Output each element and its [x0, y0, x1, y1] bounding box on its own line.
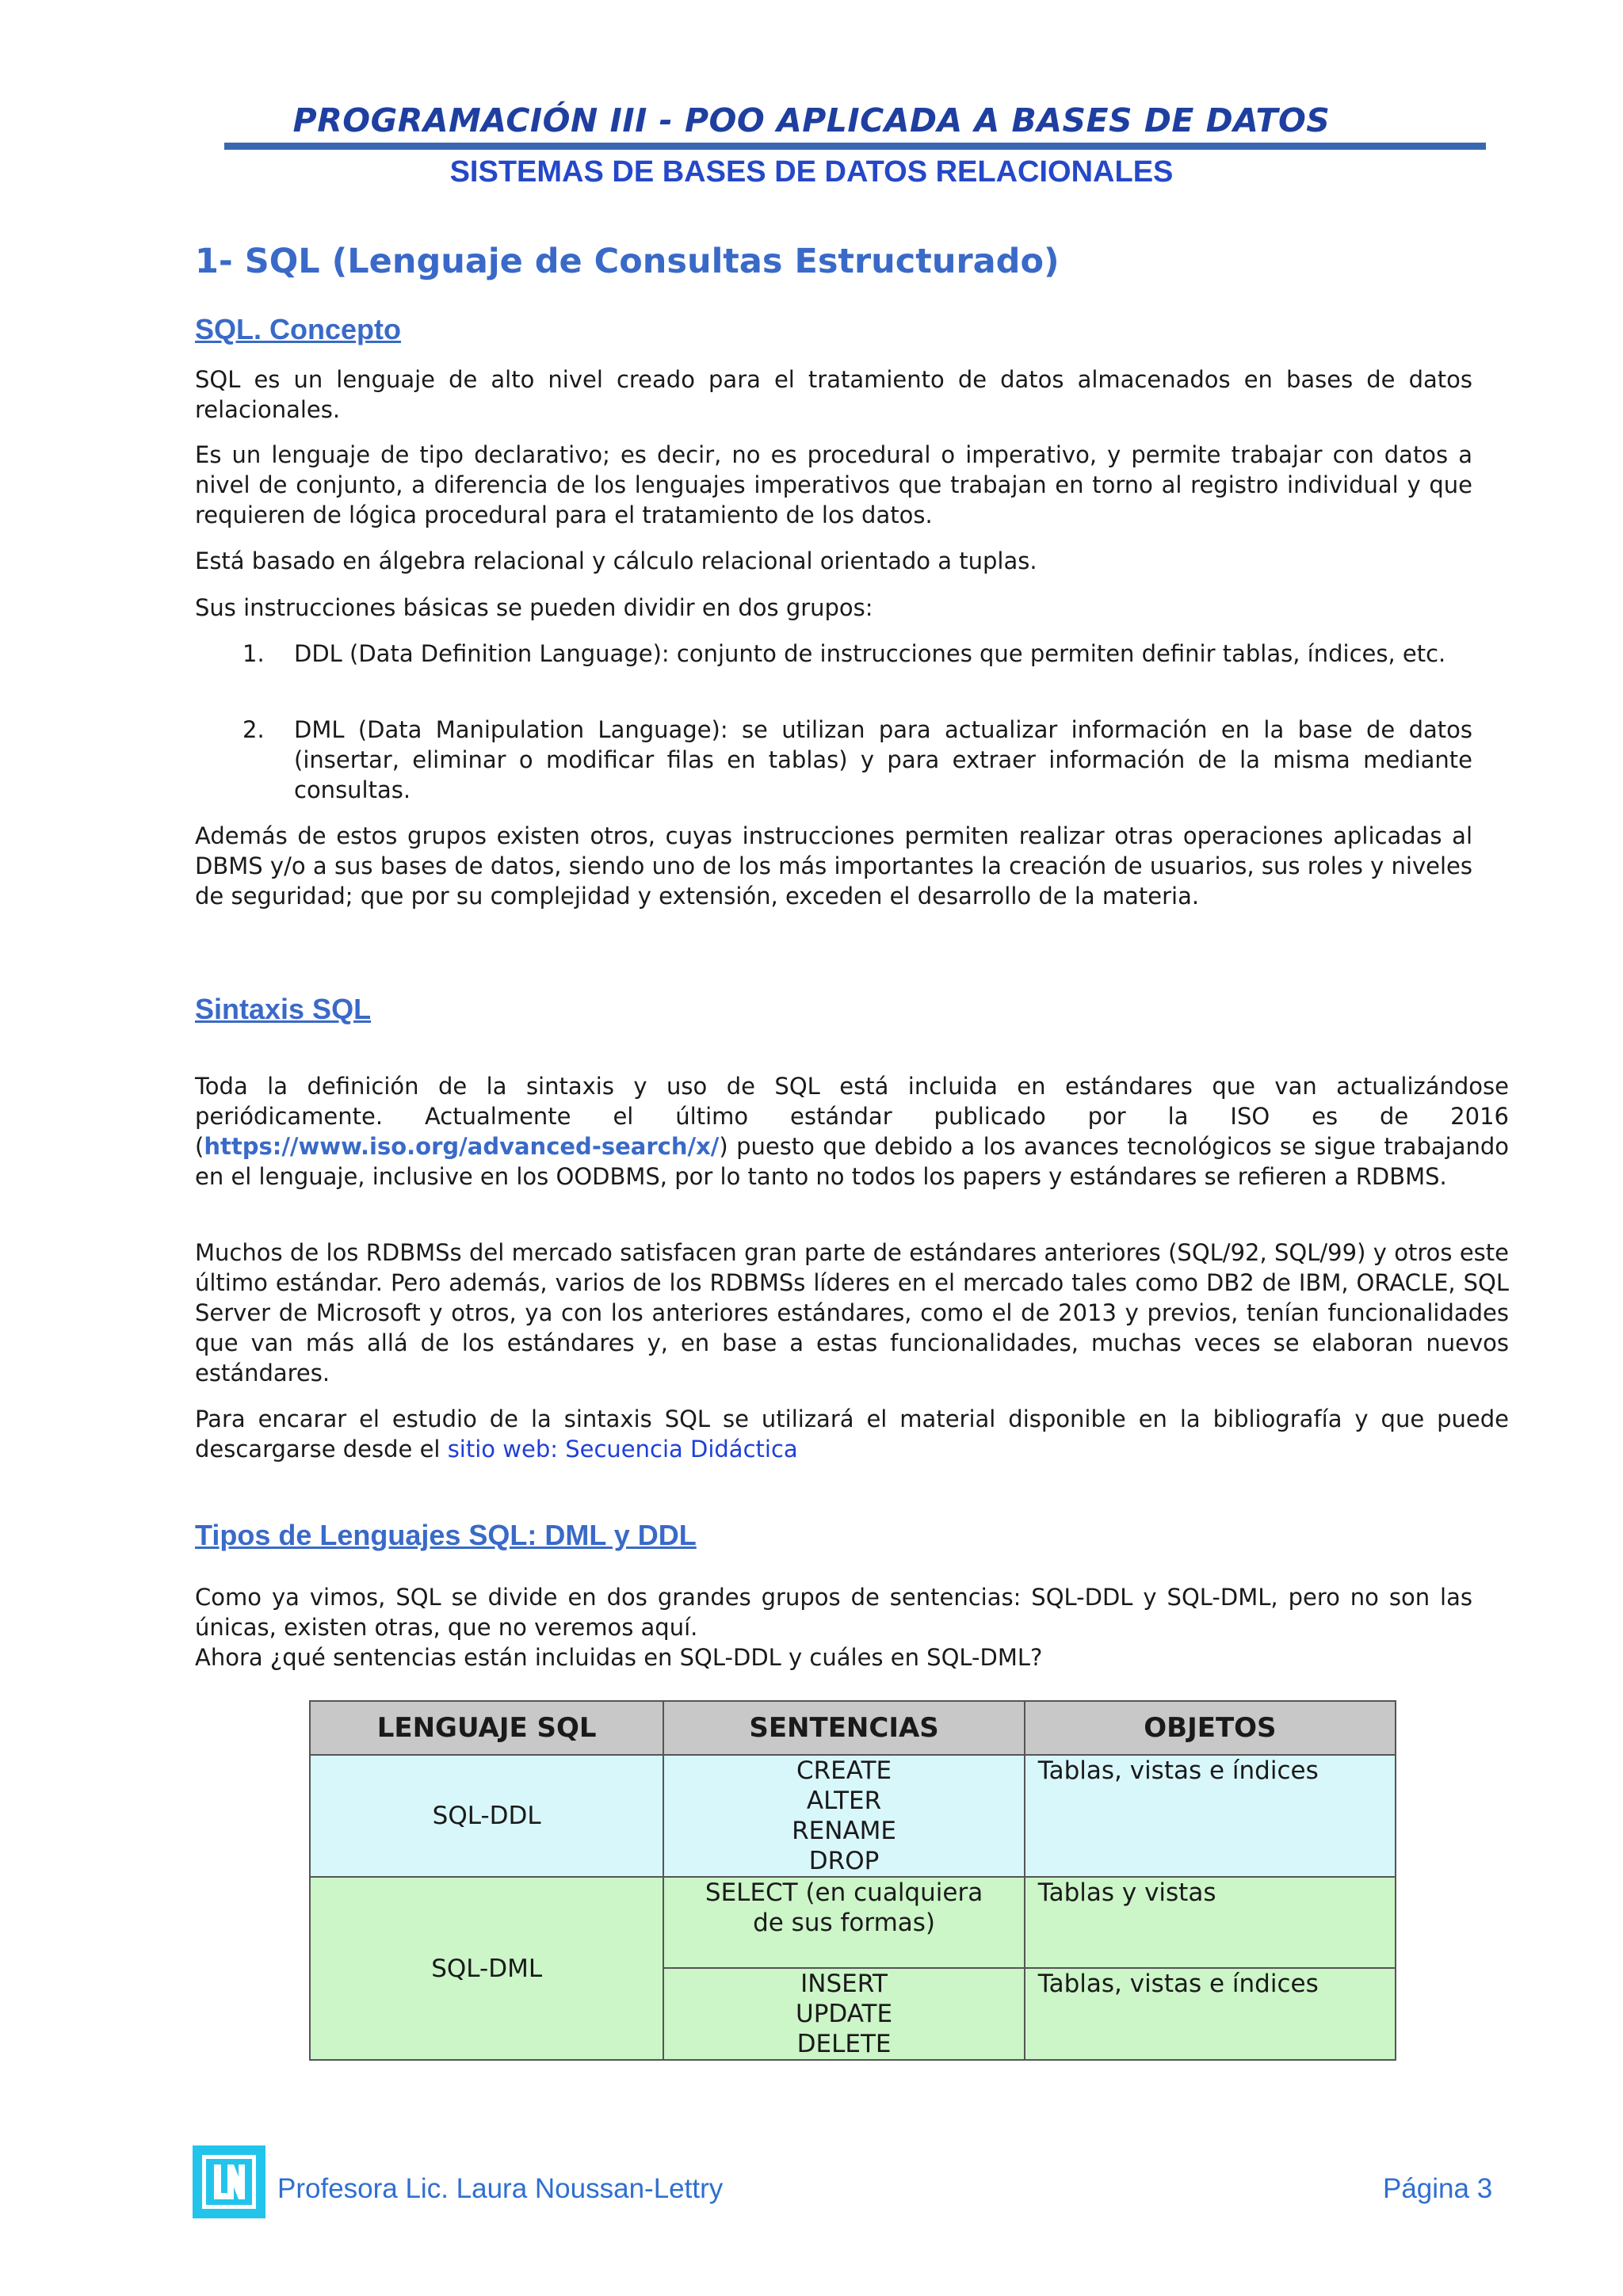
iso-link[interactable]: https://www.iso.org/advanced-search/x/	[204, 1133, 720, 1160]
paragraph-types-1: Como ya vimos, SQL se divide en dos grandes grupos de sentencias: SQL-DDL y SQL-DML, pero no son las únicas, existen otras, que no veremos aquí.	[195, 1584, 1472, 1641]
cell-sql-dml: SQL-DML	[310, 1877, 663, 2060]
paragraph-syntax-1	[195, 1071, 1509, 1192]
paragraph-concept-3: Está basado en álgebra relacional y cálculo relacional orientado a tuplas.	[195, 547, 1037, 574]
paragraph-syntax-2: Muchos de los RDBMSs del mercado satisfacen gran parte de estándares anteriores (SQL/92, SQL/99) y otros este último estándar. Pero además, varios de los RDBMSs líderes en el mercado tales como DB2 de IBM, ORACLE, SQL Server de Microsoft y otros, ya con los anteriores estándares, como el de 2013 y previos, tenían funcionalidades que van más allá de los estándares y, en base a estas funcionalidades, muchas veces se elaboran nuevos estándares.	[195, 1239, 1509, 1386]
sentence-select-cont: de sus formas)	[753, 1909, 936, 1937]
paragraph-types-2: Ahora ¿qué sentencias están incluidas en SQL-DDL y cuáles en SQL-DML?	[195, 1644, 1043, 1671]
sentence-update: UPDATE	[796, 2000, 893, 2028]
sentence-create: CREATE	[796, 1756, 892, 1785]
header-objetos: OBJETOS	[1025, 1701, 1396, 1755]
table-header-row	[310, 1701, 1396, 1755]
paragraph-concept-2: Es un lenguaje de tipo declarativo; es decir, no es procedural o imperativo, y permite trabajar con datos a nivel de conjunto, a diferencia de los lenguajes imperativos que trabajan en torno al registro individual y que requieren de lógica procedural para el tratamiento de los datos.	[195, 441, 1472, 528]
paragraph-syntax-3-text: Para encarar el estudio de la sintaxis SQL se utilizará el material disponible en la bibliografía y que puede descargarse desde el	[195, 1405, 1509, 1463]
sentence-alter: ALTER	[806, 1787, 882, 1815]
cell-ddl-objects: Tablas, vistas e índices	[1025, 1755, 1396, 1877]
paragraph-syntax-3	[195, 1404, 1509, 1464]
list-item-number: 2.	[242, 716, 265, 743]
document-header-title: PROGRAMACIÓN III - POO APLICADA A BASES DE DATOS	[292, 101, 1331, 139]
table-row-ddl	[310, 1755, 1396, 1877]
cell-sql-ddl: SQL-DDL	[310, 1755, 663, 1877]
cell-dml-select	[663, 1877, 1024, 1968]
footer-author: Profesora Lic. Laura Noussan-Lettry	[277, 2173, 724, 2204]
list-item-number: 1.	[242, 640, 265, 667]
header-sentencias: SENTENCIAS	[663, 1701, 1024, 1755]
paragraph-concept-1: SQL es un lenguaje de alto nivel creado para el tratamiento de datos almacenados en bases de datos relacionales.	[195, 366, 1472, 423]
sentence-delete: DELETE	[796, 2030, 892, 2058]
cell-dml-modify-objects: Tablas, vistas e índices	[1025, 1968, 1396, 2060]
paragraph-syntax-1-text: Toda la definición de la sintaxis y uso de SQL está incluida en estándares que van actualizándose periódicamente. Actualmente el último estándar publicado por la ISO es de 2016 (	[195, 1073, 1509, 1160]
paragraph-syntax-1-text-end: ) puesto que debido a los avances tecnológicos se sigue trabajando en el lenguaje, inclusive en los OODBMS, por lo tanto no todos los papers y estándares se refieren a RDBMS.	[195, 1133, 1509, 1190]
subheading-sintaxis-sql: Sintaxis SQL	[195, 993, 372, 1025]
cell-ddl-sentences	[663, 1755, 1024, 1877]
paragraph-concept-4: Sus instrucciones básicas se pueden dividir en dos grupos:	[195, 594, 873, 621]
paragraph-other-groups: Además de estos grupos existen otros, cuyas instrucciones permiten realizar otras operaciones aplicadas al DBMS y/o a sus bases de datos, siendo uno de los más importantes la creación de usuarios, sus roles y niveles de seguridad; que por su complejidad y extensión, exceden el desarrollo de la materia.	[195, 822, 1472, 910]
sql-languages-table	[309, 1700, 1396, 2061]
cell-dml-modify	[663, 1968, 1024, 2060]
subheading-tipos-lenguajes: Tipos de Lenguajes SQL: DML y DDL	[195, 1519, 697, 1551]
footer-page-number: Página 3	[1383, 2173, 1493, 2204]
section-heading-sql: 1- SQL (Lenguaje de Consultas Estructurado)	[195, 242, 1060, 281]
header-lenguaje: LENGUAJE SQL	[310, 1701, 663, 1755]
secuencia-didactica-link[interactable]: sitio web: Secuencia Didáctica	[447, 1436, 798, 1463]
subheading-sql-concepto: SQL. Concepto	[195, 313, 401, 345]
document-header-subtitle: SISTEMAS DE BASES DE DATOS RELACIONALES	[449, 155, 1174, 189]
sentence-rename: RENAME	[792, 1817, 896, 1845]
ln-logo-icon	[193, 2145, 265, 2218]
sentence-select: SELECT (en cualquiera	[705, 1878, 983, 1907]
sentence-insert: INSERT	[800, 1970, 888, 1998]
cell-dml-select-objects: Tablas y vistas	[1025, 1877, 1396, 1968]
list-item-dml: DML (Data Manipulation Language): se utilizan para actualizar información en la base de datos (insertar, eliminar o modificar filas en tablas) y para extraer información de la misma mediante consultas.	[294, 716, 1472, 803]
sentence-drop: DROP	[808, 1847, 880, 1875]
list-item-ddl: DDL (Data Definition Language): conjunto de instrucciones que permiten definir tablas, índices, etc.	[294, 640, 1446, 667]
header-divider	[224, 143, 1486, 150]
table-row-dml-select	[310, 1877, 1396, 1968]
